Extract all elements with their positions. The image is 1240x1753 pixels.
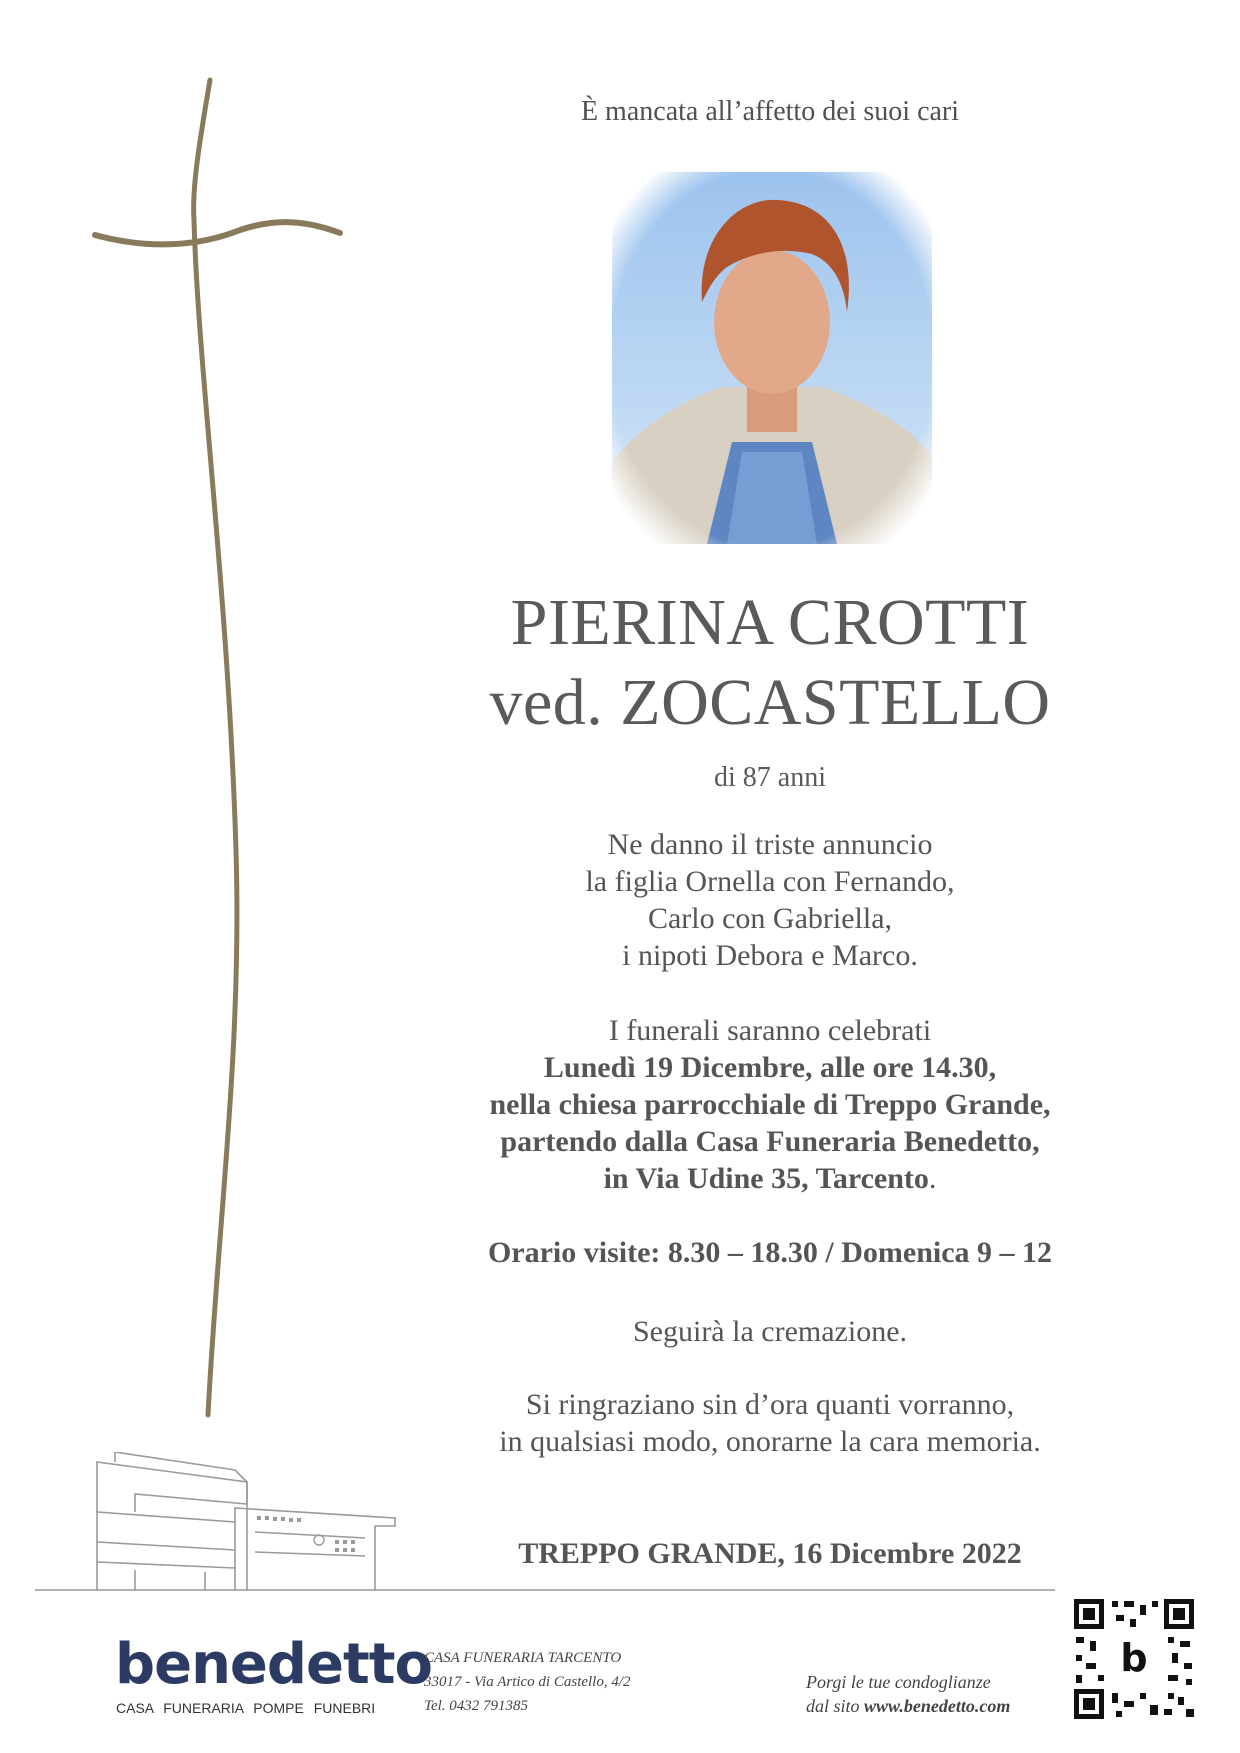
website-link[interactable]: www.benedetto.com	[864, 1696, 1011, 1716]
funeral-block	[420, 1012, 1120, 1197]
visiting-hours: Orario visite: 8.30 – 18.30 / Domenica 9 – 12	[487, 1236, 1053, 1269]
announcement-line: i nipoti Debora e Marco.	[622, 939, 918, 972]
announcement-block	[420, 826, 1120, 974]
company-street: 33017 - Via Artico di Castello, 4/2	[424, 1674, 631, 1690]
company-address	[424, 1646, 631, 1718]
funeral-address: in Via Udine 35, Tarcento	[603, 1162, 929, 1195]
deceased-widow-of: ved. ZOCASTELLO	[489, 666, 1051, 739]
cross-icon	[90, 70, 370, 1430]
place-date: TREPPO GRANDE, 16 Dicembre 2022	[518, 1537, 1022, 1570]
funeral-intro: I funerali saranno celebrati	[608, 1014, 932, 1047]
condolences-prefix: dal sito	[806, 1696, 865, 1716]
announcement-line: Ne danno il triste annuncio	[607, 828, 933, 861]
announcement-line: Carlo con Gabriella,	[647, 902, 893, 935]
funeral-address-end: .	[928, 1162, 937, 1195]
deceased-age: di 87 anni	[714, 762, 826, 793]
company-phone: Tel. 0432 791385	[424, 1698, 529, 1714]
announcement-line: la figlia Ornella con Fernando,	[585, 865, 955, 898]
funeral-church: nella chiesa parrocchiale di Treppo Grande,	[489, 1088, 1051, 1121]
qr-code[interactable]	[1072, 1597, 1196, 1721]
company-name: CASA FUNERARIA TARCENTO	[424, 1650, 622, 1666]
condolences-note	[806, 1670, 1010, 1718]
thanks-block	[420, 1386, 1120, 1460]
funeral-from: partendo dalla Casa Funeraria Benedetto,	[500, 1125, 1040, 1158]
cremation-note: Seguirà la cremazione.	[632, 1315, 908, 1348]
thanks-line: Si ringraziano sin d’ora quanti vorranno,	[525, 1388, 1015, 1421]
building-icon	[35, 1452, 1055, 1612]
benedetto-logo: benedetto	[115, 1632, 432, 1697]
thanks-line: in qualsiasi modo, onorarne la cara memoria.	[499, 1425, 1041, 1458]
deceased-name: PIERINA CROTTI	[510, 586, 1030, 659]
qr-logo-letter: b	[1120, 1636, 1148, 1680]
intro-text: È mancata all’affetto dei suoi cari	[580, 96, 960, 127]
funeral-when: Lunedì 19 Dicembre, alle ore 14.30,	[543, 1051, 997, 1084]
condolences-line: Porgi le tue condoglianze	[806, 1672, 991, 1692]
logo-subtitle: CASA FUNERARIA POMPE FUNEBRI	[116, 1700, 376, 1716]
portrait-photo	[612, 172, 932, 544]
